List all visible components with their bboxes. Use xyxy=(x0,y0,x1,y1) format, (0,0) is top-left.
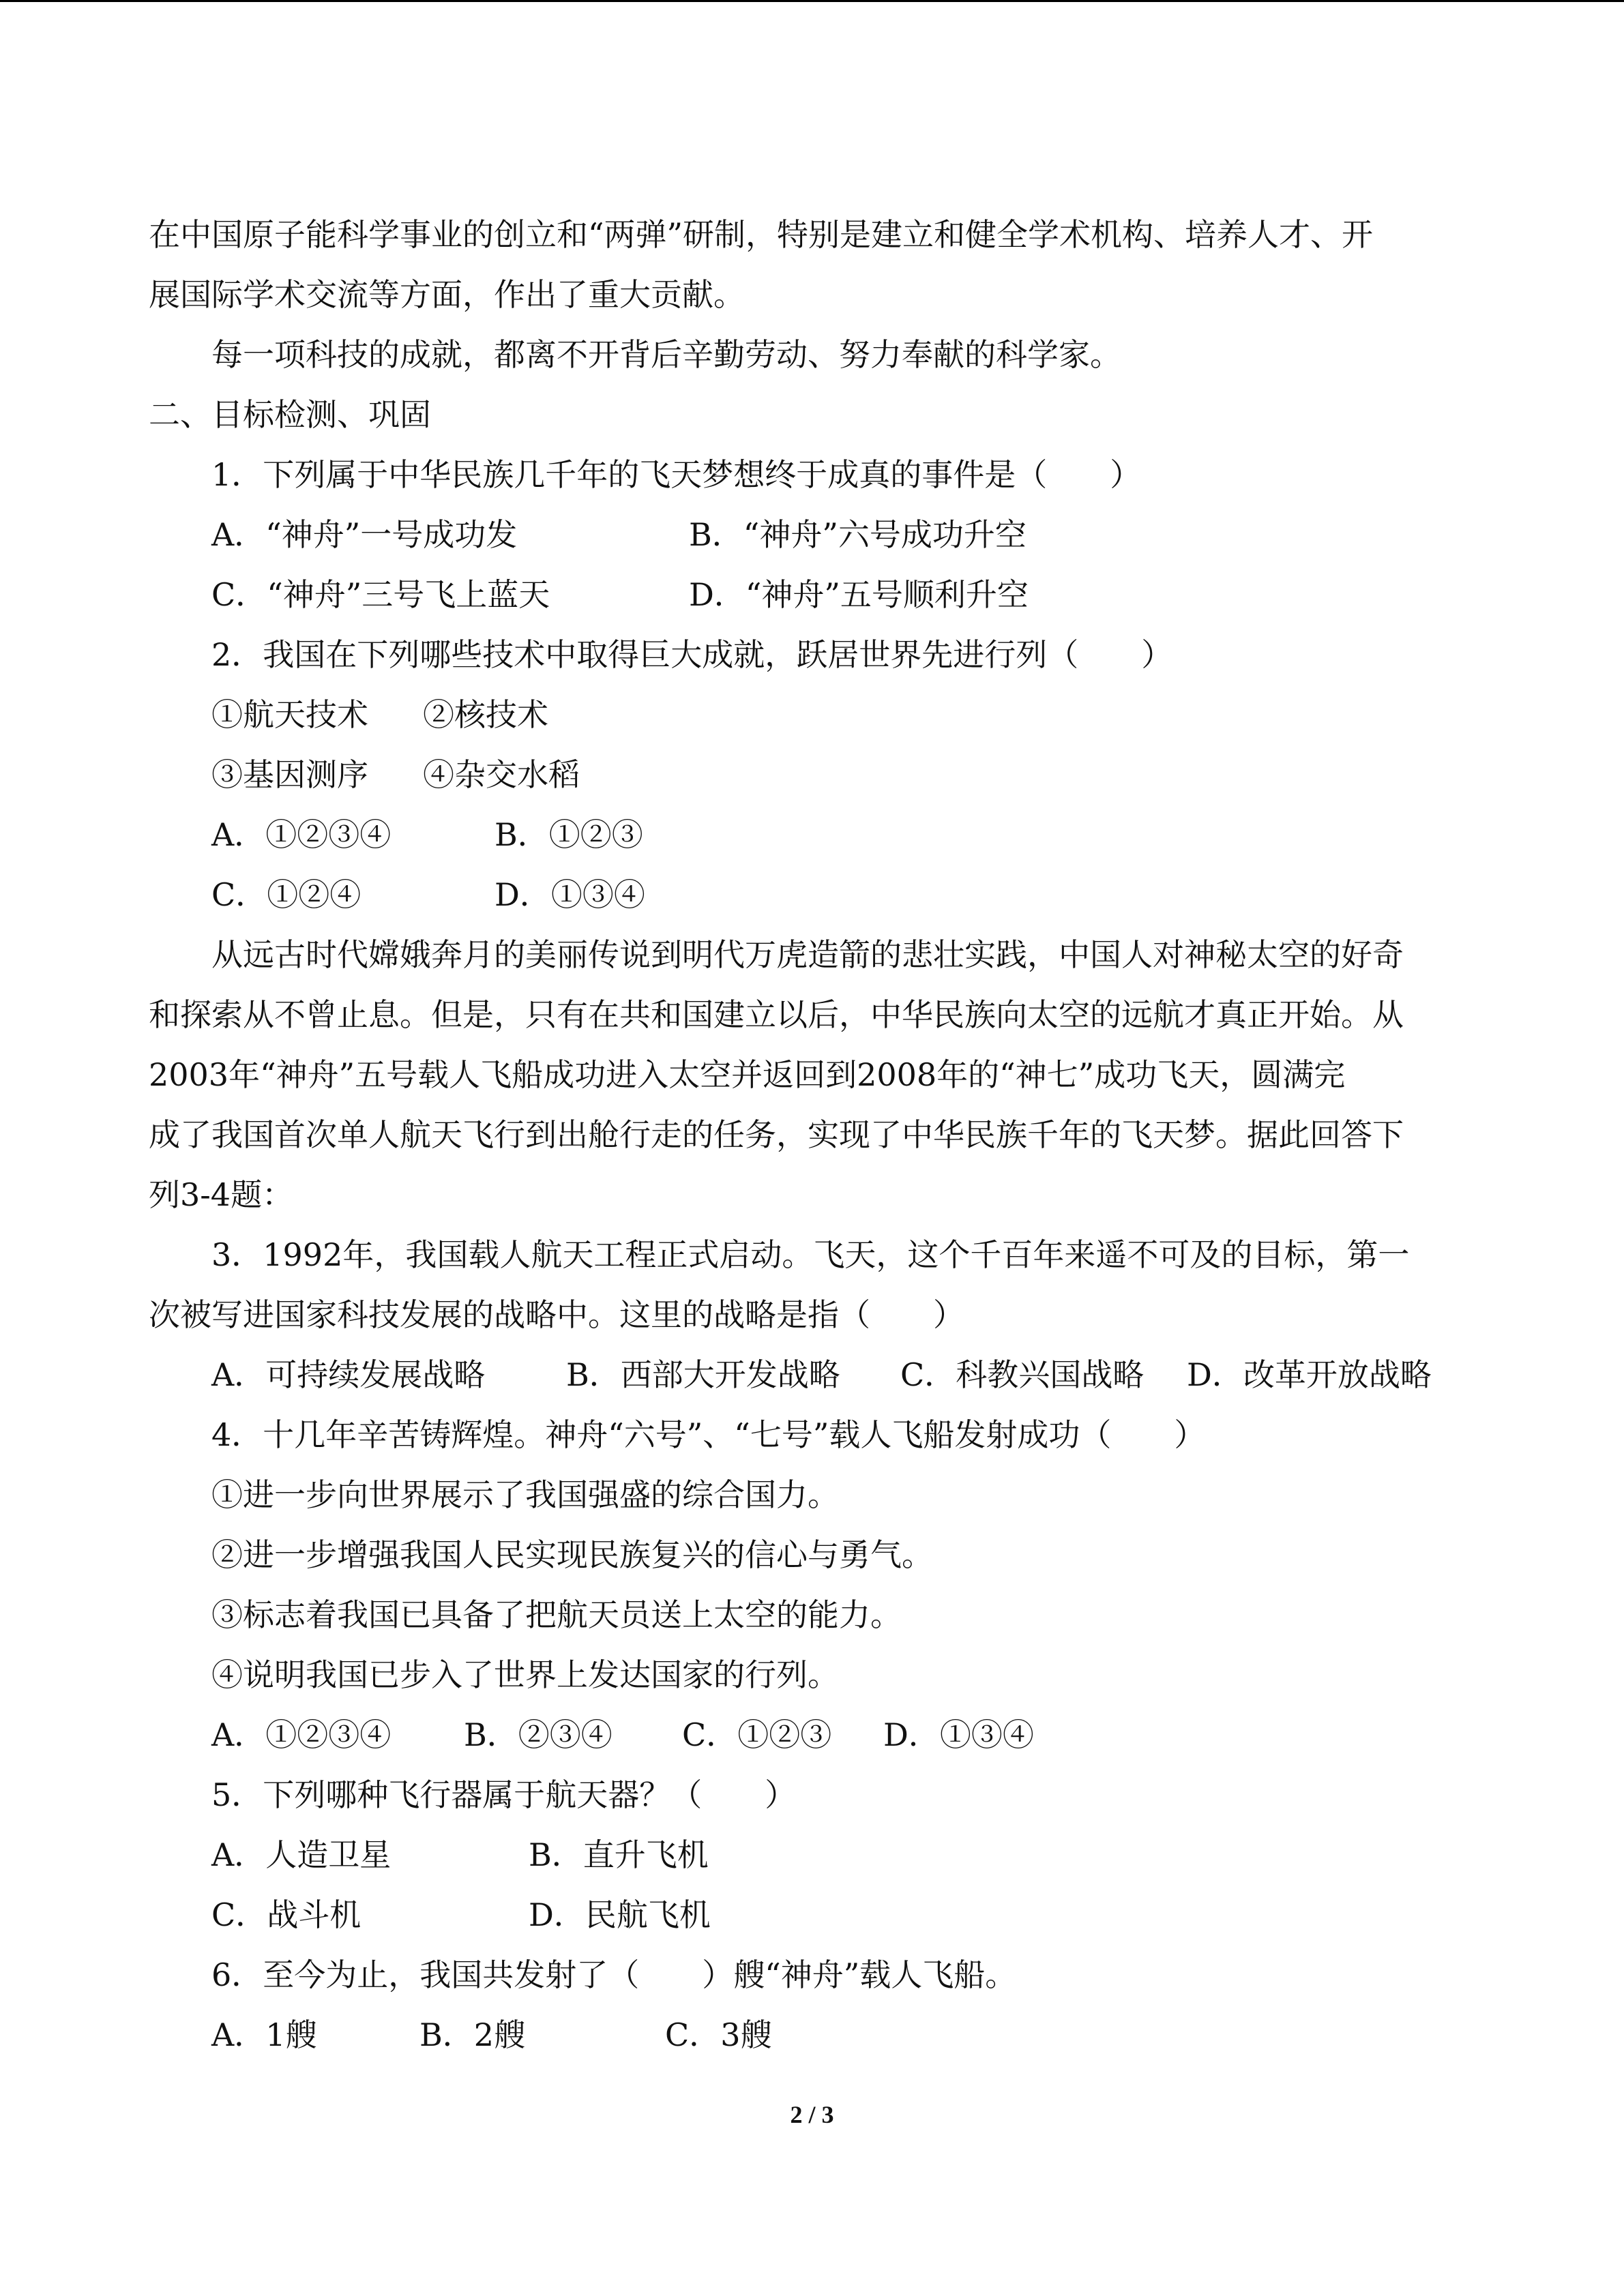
question-5-options-row-1 xyxy=(149,1825,1461,1885)
question-1-stem: 1．下列属于中华民族几千年的飞天梦想终于成真的事件是（ ） xyxy=(211,456,1142,493)
question-4-item-2: ②进一步增强我国人民实现民族复兴的信心与勇气。 xyxy=(211,1536,933,1573)
question-3-option-a: A．可持续发展战略 xyxy=(211,1356,486,1393)
question-2-option-b: B．①②③ xyxy=(494,816,643,853)
question-2-item-4: ④杂交水稻 xyxy=(423,756,580,793)
question-4-item-4: ④说明我国已步入了世界上发达国家的行列。 xyxy=(211,1656,839,1693)
question-3-option-b: B．西部大开发战略 xyxy=(566,1356,840,1393)
question-5-stem: 5．下列哪种飞行器属于航天器？（ ） xyxy=(211,1776,797,1813)
passage-line-5: 列3-4题： xyxy=(149,1176,294,1213)
question-2-option-c: C．①②④ xyxy=(211,876,361,913)
question-2-item-3: ③基因测序 xyxy=(211,756,368,793)
question-1-options-row-2 xyxy=(149,565,1461,625)
question-1-option-b: B．“神舟”六号成功升空 xyxy=(689,516,1027,553)
question-3-stem-line-2: 次被写进国家科技发展的战略中。这里的战略是指（ ） xyxy=(149,1296,964,1333)
intro-line-1: 在中国原子能科学事业的创立和“两弹”研制，特别是建立和健全学术机构、培养人才、开 xyxy=(149,216,1374,253)
question-1-option-a: A．“神舟”一号成功发 xyxy=(211,516,518,553)
question-3-option-d: D．改革开放战略 xyxy=(1187,1356,1432,1393)
question-5-option-b: B．直升飞机 xyxy=(529,1836,709,1873)
intro-line-2: 展国际学术交流等方面，作出了重大贡献。 xyxy=(149,276,745,313)
question-1-option-d: D．“神舟”五号顺利升空 xyxy=(689,576,1029,613)
question-4-item-1: ①进一步向世界展示了我国强盛的综合国力。 xyxy=(211,1476,839,1513)
question-2-items-row-2 xyxy=(149,745,1461,805)
question-1-option-c: C．“神舟”三号飞上蓝天 xyxy=(211,576,550,613)
document-body xyxy=(149,205,1461,2065)
question-4-stem: 4．十几年辛苦铸辉煌。神舟“六号”、“七号”载人飞船发射成功（ ） xyxy=(211,1416,1206,1453)
question-2-options-row-1 xyxy=(149,805,1461,865)
passage-line-2: 和探索从不曾止息。但是，只有在共和国建立以后，中华民族向太空的远航才真正开始。从 xyxy=(149,996,1404,1033)
question-4-options xyxy=(149,1705,1461,1765)
question-2-item-1: ①航天技术 xyxy=(211,696,368,733)
question-3-option-c: C．科教兴国战略 xyxy=(900,1356,1145,1393)
question-6-stem: 6．至今为止，我国共发射了（ ）艘“神舟”载人飞船。 xyxy=(211,1956,1017,1993)
question-5-option-d: D．民航飞机 xyxy=(529,1896,711,1933)
question-1-options-row-1 xyxy=(149,505,1461,565)
question-4-option-a: A．①②③④ xyxy=(211,1716,392,1753)
question-4-option-d: D．①③④ xyxy=(883,1716,1034,1753)
question-2-option-d: D．①③④ xyxy=(494,876,645,913)
intro-summary: 每一项科技的成就，都离不开背后辛勤劳动、努力奉献的科学家。 xyxy=(211,336,1121,373)
top-border-line xyxy=(0,0,1624,2)
question-6-option-b: B．2艘 xyxy=(419,2016,526,2053)
question-2-stem: 2．我国在下列哪些技术中取得巨大成就，跃居世界先进行列（ ） xyxy=(211,636,1173,673)
question-6-option-c: C．3艘 xyxy=(665,2016,772,2053)
passage-line-4: 成了我国首次单人航天飞行到出舱行走的任务，实现了中华民族千年的飞天梦。据此回答下 xyxy=(149,1116,1404,1153)
section-title: 二、目标检测、巩固 xyxy=(149,396,431,433)
question-2-items-row-1 xyxy=(149,685,1461,745)
page-number: 2 / 3 xyxy=(790,2101,834,2128)
question-5-option-c: C．战斗机 xyxy=(211,1896,361,1933)
question-6-options xyxy=(149,2005,1461,2065)
question-3-options xyxy=(149,1345,1461,1405)
question-4-item-3: ③标志着我国已具备了把航天员送上太空的能力。 xyxy=(211,1596,902,1633)
question-4-option-c: C．①②③ xyxy=(682,1716,832,1753)
question-6-option-a: A．1艘 xyxy=(211,2016,317,2053)
question-2-option-a: A．①②③④ xyxy=(211,816,392,853)
passage-line-3: 2003年“神舟”五号载人飞船成功进入太空并返回到2008年的“神七”成功飞天，圆满完 xyxy=(149,1056,1346,1093)
question-5-options-row-2 xyxy=(149,1885,1461,1945)
passage-line-1: 从远古时代嫦娥奔月的美丽传说到明代万虎造箭的悲壮实践，中国人对神秘太空的好奇 xyxy=(211,936,1404,973)
question-2-options-row-2 xyxy=(149,865,1461,925)
question-3-stem-line-1: 3．1992年，我国载人航天工程正式启动。飞天，这个千百年来遥不可及的目标，第一 xyxy=(211,1236,1410,1273)
question-5-option-a: A．人造卫星 xyxy=(211,1836,392,1873)
question-2-item-2: ②核技术 xyxy=(423,696,548,733)
question-4-option-b: B．②③④ xyxy=(464,1716,612,1753)
